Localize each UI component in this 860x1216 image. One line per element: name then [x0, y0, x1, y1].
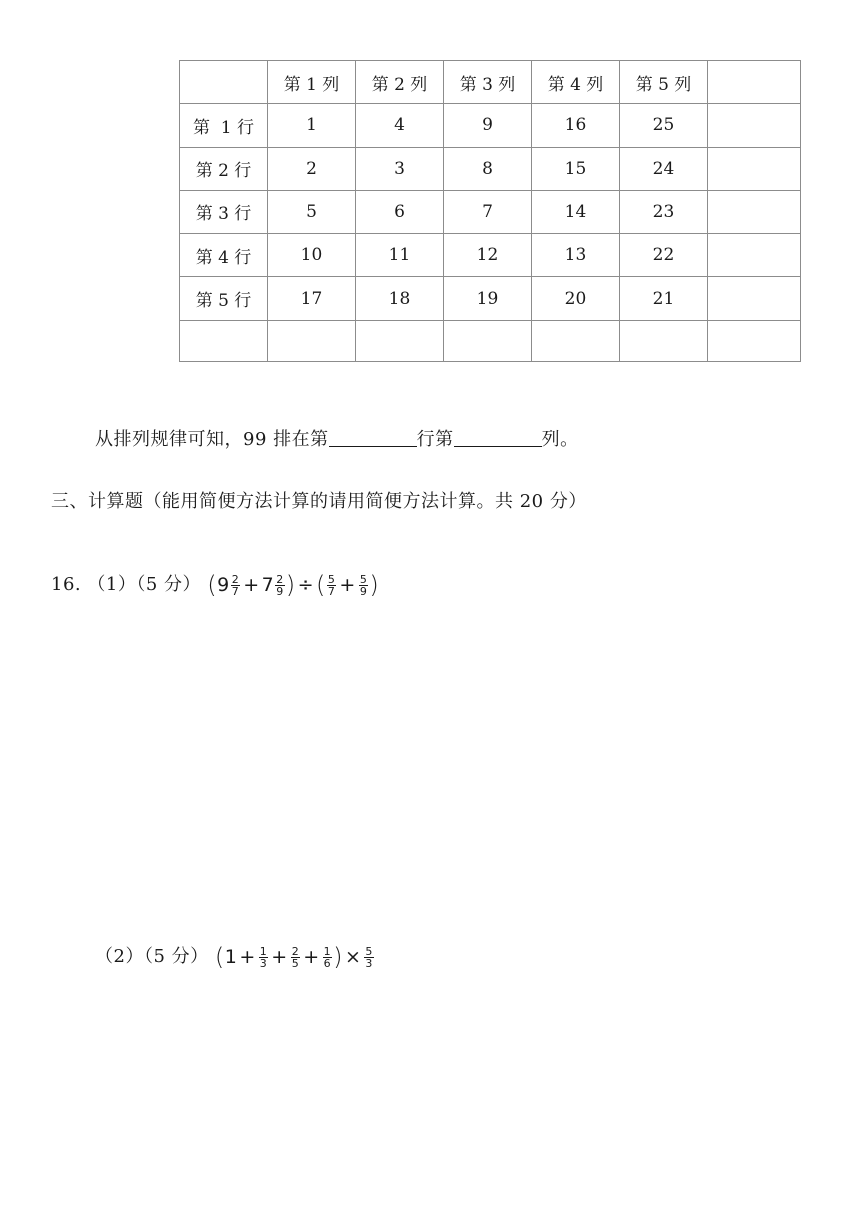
fraction: $\frac{5}{9}$: [359, 572, 368, 598]
table-cell: 10: [268, 234, 356, 277]
fraction: $\frac{2}{5}$: [291, 944, 300, 970]
table-cell: 5: [268, 190, 356, 233]
column-header-cell: 第 4 列: [532, 61, 620, 104]
row-header-cell: 第 5 行: [180, 277, 268, 320]
part-2-label: （2）（5 分）: [95, 946, 209, 967]
column-header-cell: 第 3 列: [444, 61, 532, 104]
fraction: $\frac{2}{9}$: [276, 572, 284, 598]
fill-in-text-3: 列。: [541, 429, 579, 450]
number-grid-table: [179, 60, 801, 362]
table-cell: [532, 320, 620, 361]
row-answer-blank[interactable]: [329, 428, 417, 447]
table-cell: [708, 147, 801, 190]
column-header-cell: 第 2 列: [356, 61, 444, 104]
fill-in-text-1: 从排列规律可知，99 排在第: [95, 429, 329, 450]
table-cell: 13: [532, 234, 620, 277]
table-cell: [708, 104, 801, 147]
table-cell: 20: [532, 277, 620, 320]
column-header-cell: [180, 61, 268, 104]
part-1-label: （1）（5 分）: [87, 574, 202, 595]
expression-2: ( 1 + $\frac{1}{3}$ + $\frac{2}{5}$ + $\frac{1}{6}$ ) × $\frac{5}{3}$: [214, 943, 373, 971]
table-cell: [620, 320, 708, 361]
table-cell: 15: [532, 147, 620, 190]
table-cell: 19: [444, 277, 532, 320]
table-cell: 3: [356, 147, 444, 190]
table-cell: 24: [620, 147, 708, 190]
column-header-cell: 第 1 列: [268, 61, 356, 104]
row-header-cell: 第 4 行: [180, 234, 268, 277]
table-row: [180, 234, 801, 277]
section-title: 三、计算题（能用简便方法计算的请用简便方法计算。共 20 分）: [51, 491, 587, 512]
column-answer-blank[interactable]: [454, 428, 542, 447]
row-header-cell: 第 1 行: [180, 104, 268, 147]
table-row: [180, 147, 801, 190]
column-header-cell: 第 5 列: [620, 61, 708, 104]
row-header-cell: 第 2 行: [180, 147, 268, 190]
fraction: $\frac{5}{7}$: [327, 572, 336, 598]
table-cell: [708, 277, 801, 320]
table-cell: 9: [444, 104, 532, 147]
table-row: [180, 320, 801, 361]
table-cell: 2: [268, 147, 356, 190]
fraction: $\frac{5}{3}$: [365, 944, 373, 970]
column-header-cell: [708, 61, 801, 104]
row-header-cell: [180, 320, 268, 361]
table-cell: 21: [620, 277, 708, 320]
table-cell: 16: [532, 104, 620, 147]
table-row: [180, 190, 801, 233]
table-cell: 12: [444, 234, 532, 277]
fill-in-text-2: 行第: [416, 429, 454, 450]
expression-1: ( 9 $\frac{2}{7}$ + 7 $\frac{2}{9}$ ) ÷ ( $\frac{5}{7}$ + $\frac{5}{9}$ ): [207, 571, 380, 599]
question-number: 16.: [51, 574, 82, 595]
question-16-part-1: [51, 570, 379, 597]
table-cell: [444, 320, 532, 361]
table-cell: [708, 320, 801, 361]
table-header-row: [180, 61, 801, 104]
question-16-part-2: [95, 942, 375, 969]
table-cell: 23: [620, 190, 708, 233]
table-cell: [708, 234, 801, 277]
table-cell: 4: [356, 104, 444, 147]
fraction: $\frac{1}{3}$: [259, 944, 268, 970]
table-cell: 1: [268, 104, 356, 147]
table-cell: [708, 190, 801, 233]
table-cell: 22: [620, 234, 708, 277]
table-cell: 8: [444, 147, 532, 190]
table-cell: 6: [356, 190, 444, 233]
table-cell: 11: [356, 234, 444, 277]
table-cell: 17: [268, 277, 356, 320]
fraction: $\frac{2}{7}$: [231, 572, 240, 598]
table-cell: 25: [620, 104, 708, 147]
table-cell: [268, 320, 356, 361]
table-cell: [356, 320, 444, 361]
table-cell: 7: [444, 190, 532, 233]
fraction: $\frac{1}{6}$: [323, 944, 332, 970]
table-row: [180, 104, 801, 147]
table-row: [180, 277, 801, 320]
row-header-cell: 第 3 行: [180, 190, 268, 233]
table-cell: 14: [532, 190, 620, 233]
table-cell: 18: [356, 277, 444, 320]
fill-in-question: [95, 425, 579, 451]
